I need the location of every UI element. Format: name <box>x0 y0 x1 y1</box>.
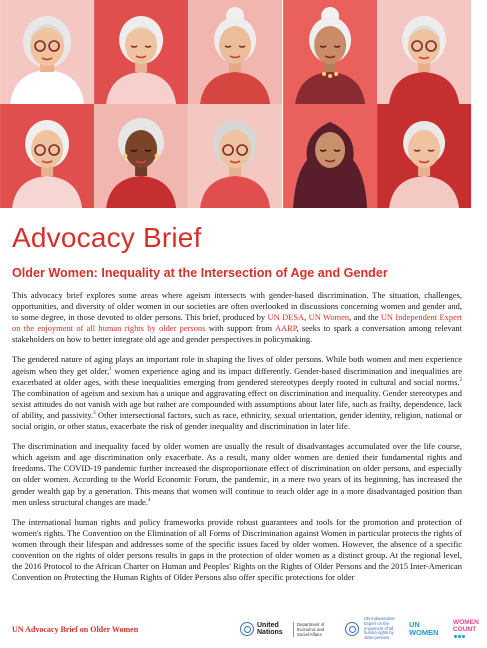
text-run: Other intersectional factors, such as race, ethnicity, sexual orientation, gender identity, religion, national or social origin, or other status, exacerbate the risk of gender inequality and discrimination in later life. <box>12 409 462 432</box>
footnote-ref[interactable]: 3 <box>93 411 96 417</box>
text-run: This advocacy brief explores some areas where ageism intersects with gender-based discrimination. The situation, challenges, opportunities, and diversity of older women in our societies are often overlooked in discussions concerning women and gender and, to some degree, in those devoted to older persons. This brief, produced by <box>12 290 462 323</box>
portrait-tile <box>94 104 188 208</box>
woman-glasses-icon <box>0 0 94 104</box>
paragraph-discrimination <box>12 441 462 508</box>
brief-body <box>12 290 462 602</box>
woman-hijab-icon <box>283 104 377 208</box>
link-un-women[interactable]: UN Women <box>308 312 350 323</box>
woman-glasses-icon <box>0 104 94 208</box>
text-run: , seeks to spark a conversation among relevant stakeholders on how to better integrate old age and gender perspectives in policymaking. <box>12 323 462 345</box>
portrait-tile <box>0 0 94 104</box>
portrait-tile <box>283 104 377 208</box>
portrait-tile <box>188 104 282 208</box>
page-subtitle: Older Women: Inequality at the Intersection of Age and Gender <box>12 266 388 280</box>
ie-logo-text: UN Independent Expert on the enjoyment of all human rights by older persons <box>364 615 395 641</box>
portrait-tile <box>188 0 282 104</box>
desa-logo-text: Department of Economic and Social Affairs <box>293 622 337 637</box>
footnote-ref[interactable]: 4 <box>147 497 151 503</box>
link-independent-expert[interactable]: UN Independent Expert on the enjoyment of all human rights by older persons <box>12 312 462 334</box>
dots-icon <box>454 633 466 640</box>
portrait-tile <box>0 104 94 208</box>
partner-logos <box>240 617 487 641</box>
portrait-tile <box>94 0 188 104</box>
text-run: , and the <box>349 312 381 323</box>
paragraph-frameworks <box>12 517 462 584</box>
un-emblem-icon <box>240 622 254 636</box>
portrait-tile <box>377 104 471 208</box>
woman-dark-skin-icon <box>94 104 188 208</box>
independent-expert-logo <box>345 617 402 642</box>
text-run: The gendered nature of aging plays an important role in shaping the lives of older persons. While both women and men experience ageism when they get older, <box>12 354 462 376</box>
un-emblem-icon <box>345 622 359 636</box>
portrait-tile <box>283 0 377 104</box>
hero-illustration <box>0 0 471 208</box>
paragraph-intro <box>12 290 462 345</box>
link-aarp[interactable]: AARP <box>274 323 297 334</box>
text-run: with support from <box>205 323 275 334</box>
text-run: The combination of ageism and sexism has a unique and aggravating effect on discrimination and inequality. Gender stereotypes and sexist attitudes do not vanish with age but rather are compounded with assumptions about later life, such as frailty, dependence, lack of ability, and passivity. <box>12 387 462 420</box>
text-run: women experience aging and its impact differently. Gender-based discrimination and inequalities are exacerbated at older ages, with these inequalities emerging from gendered stereotypes deeply rooted in cultural and social norms. <box>12 365 462 387</box>
woman-glasses-icon <box>188 104 282 208</box>
footer-title: UN Advocacy Brief on Older Women <box>12 625 139 634</box>
woman-bun-icon <box>188 0 282 104</box>
text-run: The discrimination and inequality faced by older women are usually the result of disadvantages accumulated over the life course, which ageism and age discrimination only exacerbate. As a result, many older women are denied their fundamental rights and freedoms. The COVID-19 pandemic further increased the disproportionate effect of discrimination on older persons, and especially on older women. According to the World Economic Forum, the pandemic, in a mere two years of its beginning, has increased the gender wealth gap by a generation. This means that women will continue to reach older age in a more disadvantaged position than men unless structural changes are made. <box>12 441 462 507</box>
portrait-tile <box>377 0 471 104</box>
text-run: The international human rights and policy frameworks provide robust guarantees and tools for the promotion and protection of women's rights. The Convention on the Elimination of all Forms of Discrimination against Women in particular protects the rights of women through their lifespan and addresses some of the specific issues faced by older women. However, the absence of a specific convention on the rights of older persons results in gaps in the protection of older women as a distinct group. At the regional level, the 2016 Protocol to the African Charter on Human and Peoples' Rights on the Rights of Older Persons and the 2015 Inter-American Convention on Protecting the Human Rights of Older Persons also offer specific protections for older <box>12 516 462 583</box>
woman-glasses-icon <box>377 0 471 104</box>
women-count-text: WOMEN COUNT <box>452 618 479 633</box>
woman-short-hair-icon <box>377 104 471 208</box>
page-title: Advocacy Brief <box>12 222 202 253</box>
un-logo-name: United Nations <box>257 621 283 636</box>
un-women-logo: UN WOMEN <box>409 620 439 637</box>
un-desa-logo <box>240 622 337 637</box>
footnote-ref[interactable]: 2 <box>459 377 462 383</box>
text-run: , <box>304 312 309 323</box>
paragraph-gendered-aging <box>12 354 462 432</box>
link-un-desa[interactable]: UN DESA <box>267 312 305 323</box>
woman-closed-eyes-icon <box>94 0 188 104</box>
women-count-logo <box>453 619 487 640</box>
woman-bun-icon <box>283 0 377 104</box>
footnote-ref[interactable]: 1 <box>109 366 112 372</box>
